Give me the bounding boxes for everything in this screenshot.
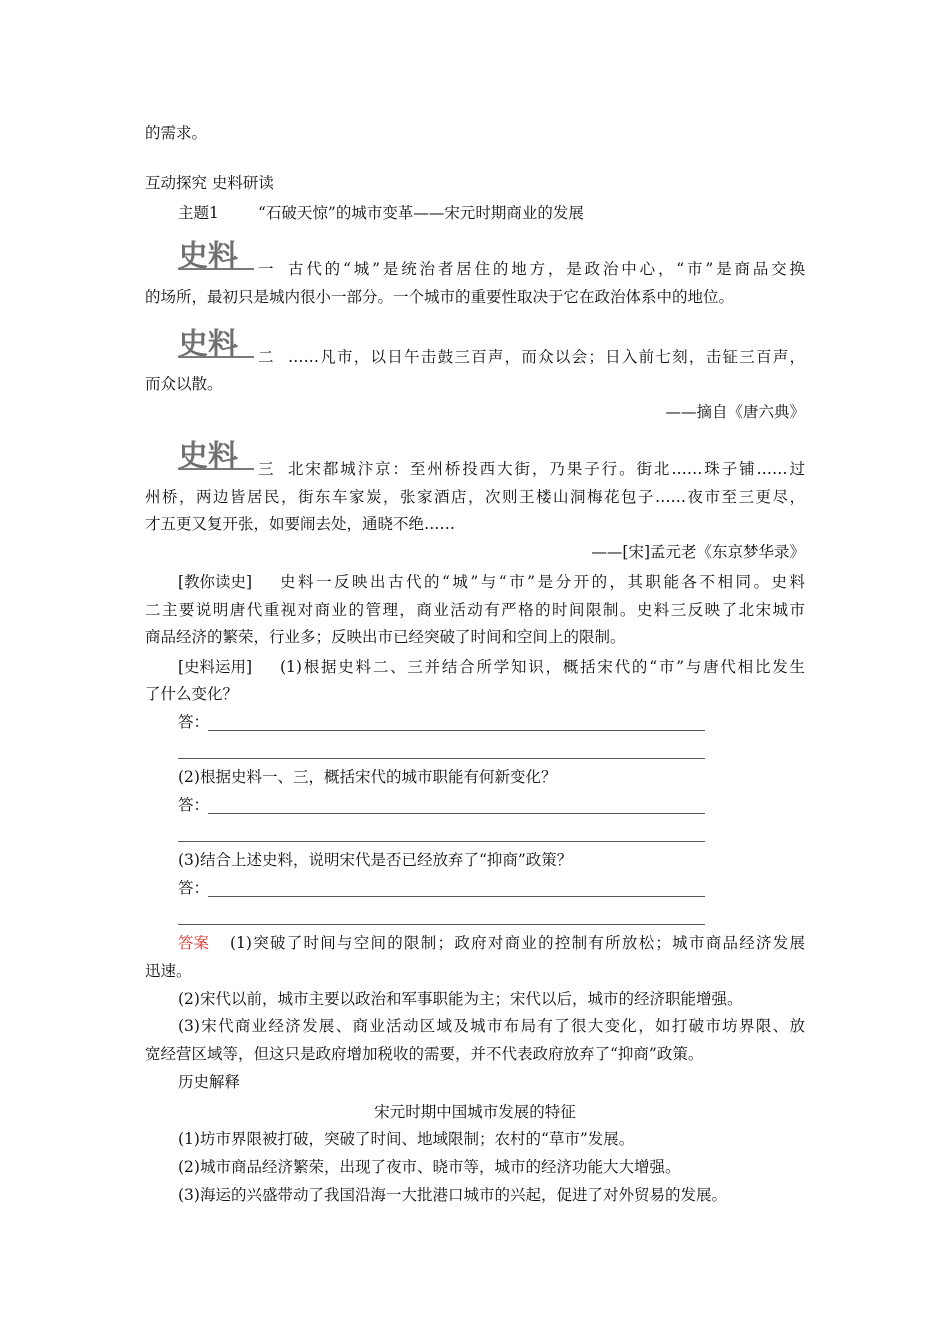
question-1-line-2: 了什么变化？ (145, 685, 239, 703)
source-1-index: 一 (258, 260, 274, 278)
shiliao-logo-3 (176, 432, 258, 478)
answer-label: 答案 (178, 934, 210, 952)
answer-line[interactable] (178, 841, 705, 842)
teach-line-3: 商品经济的繁荣，行业多；反映出市已经突破了时间和空间上的限制。 (145, 628, 626, 646)
answer-line-5: 宽经营区域等，但这只是政府增加税收的需要，并不代表政府放弃了“抑商”政策。 (145, 1045, 704, 1063)
question-1-line-1: (1)根据史料二、三并结合所学知识，概括宋代的“市”与唐代相比发生 (280, 658, 805, 676)
usage-label: [史料运用] (178, 658, 253, 676)
shiliao-logo-2 (176, 320, 258, 366)
history-heading: 历史解释 (178, 1073, 241, 1091)
answer-line-2: 迅速。 (145, 962, 192, 980)
answer-prefix-1: 答： (178, 713, 210, 731)
source-3-citation: ——[宋]孟元老《东京梦华录》 (591, 543, 805, 561)
teach-line-1: 史料一反映出古代的“城”与“市”是分开的，其职能各不相同。史料 (280, 573, 805, 591)
source-3-line-1: 北宋都城汴京：至州桥投西大街，乃果子行。街北……珠子铺……过 (288, 460, 805, 478)
source-2-citation: ——摘自《唐六典》 (665, 403, 805, 421)
answer-line-1: (1)突破了时间与空间的限制；政府对商业的控制有所放松；城市商品经济发展 (230, 934, 805, 952)
source-1-line-2: 的场所，最初只是城内很小一部分。一个城市的重要性取决于它在政治体系中的地位。 (145, 288, 735, 306)
source-3-line-3: 才五更又复开张，如要闹去处，通晓不绝…… (145, 515, 456, 533)
source-3-line-2: 州桥，两边皆居民，街东车家炭，张家酒店，次则王楼山洞梅花包子……夜市至三更尽， (145, 488, 805, 506)
answer-line[interactable] (178, 758, 705, 759)
question-3-line-1: (3)结合上述史料，说明宋代是否已经放弃了“抑商”政策？ (178, 851, 573, 869)
answer-line-4: (3)宋代商业经济发展、商业活动区域及城市布局有了很大变化，如打破市坊界限、放 (178, 1017, 805, 1035)
answer-line[interactable] (208, 896, 705, 897)
teach-line-2: 二主要说明唐代重视对商业的管理，商业活动有严格的时间限制。史料三反映了北宋城市 (145, 601, 805, 619)
answer-line[interactable] (208, 730, 705, 731)
shiliao-logo-icon (176, 320, 258, 366)
theme-title: “石破天惊”的城市变革——宋元时期商业的发展 (258, 204, 584, 222)
source-2-line-2: 而众以散。 (145, 375, 223, 393)
answer-prefix-3: 答： (178, 879, 210, 897)
question-2-line-1: (2)根据史料一、三，概括宋代的城市职能有何新变化？ (178, 768, 557, 786)
source-2-line-1: ……凡市，以日午击鼓三百声，而众以会；日入前七刻，击钲三百声， (288, 348, 805, 366)
answer-line-3: (2)宋代以前，城市主要以政治和军事职能为主；宋代以后，城市的经济职能增强。 (178, 990, 743, 1008)
source-2-index: 二 (258, 348, 274, 366)
theme-label: 主题1 (178, 204, 219, 222)
svg-text:史料: 史料 (178, 439, 238, 474)
shiliao-logo-icon (176, 232, 258, 278)
history-item-2: (2)城市商品经济繁荣，出现了夜市、晓市等，城市的经济功能大大增强。 (178, 1158, 681, 1176)
source-3-index: 三 (258, 460, 274, 478)
svg-text:史料: 史料 (178, 239, 238, 274)
history-item-3: (3)海运的兴盛带动了我国沿海一大批港口城市的兴起，促进了对外贸易的发展。 (178, 1186, 727, 1204)
source-1-line-1: 古代的“城”是统治者居住的地方，是政治中心，“市”是商品交换 (288, 260, 805, 278)
intro-tail-text: 的需求。 (145, 124, 208, 142)
answer-line[interactable] (208, 813, 705, 814)
svg-text:史料: 史料 (178, 327, 238, 362)
answer-prefix-2: 答： (178, 796, 210, 814)
history-item-1: (1)坊市界限被打破，突破了时间、地域限制；农村的“草市”发展。 (178, 1130, 635, 1148)
shiliao-logo-icon (176, 432, 258, 478)
section-title: 互动探究 史料研读 (145, 174, 274, 192)
history-title: 宋元时期中国城市发展的特征 (374, 1103, 576, 1121)
answer-line[interactable] (178, 924, 705, 925)
teach-label: [教你读史] (178, 573, 253, 591)
shiliao-logo-1 (176, 232, 258, 278)
